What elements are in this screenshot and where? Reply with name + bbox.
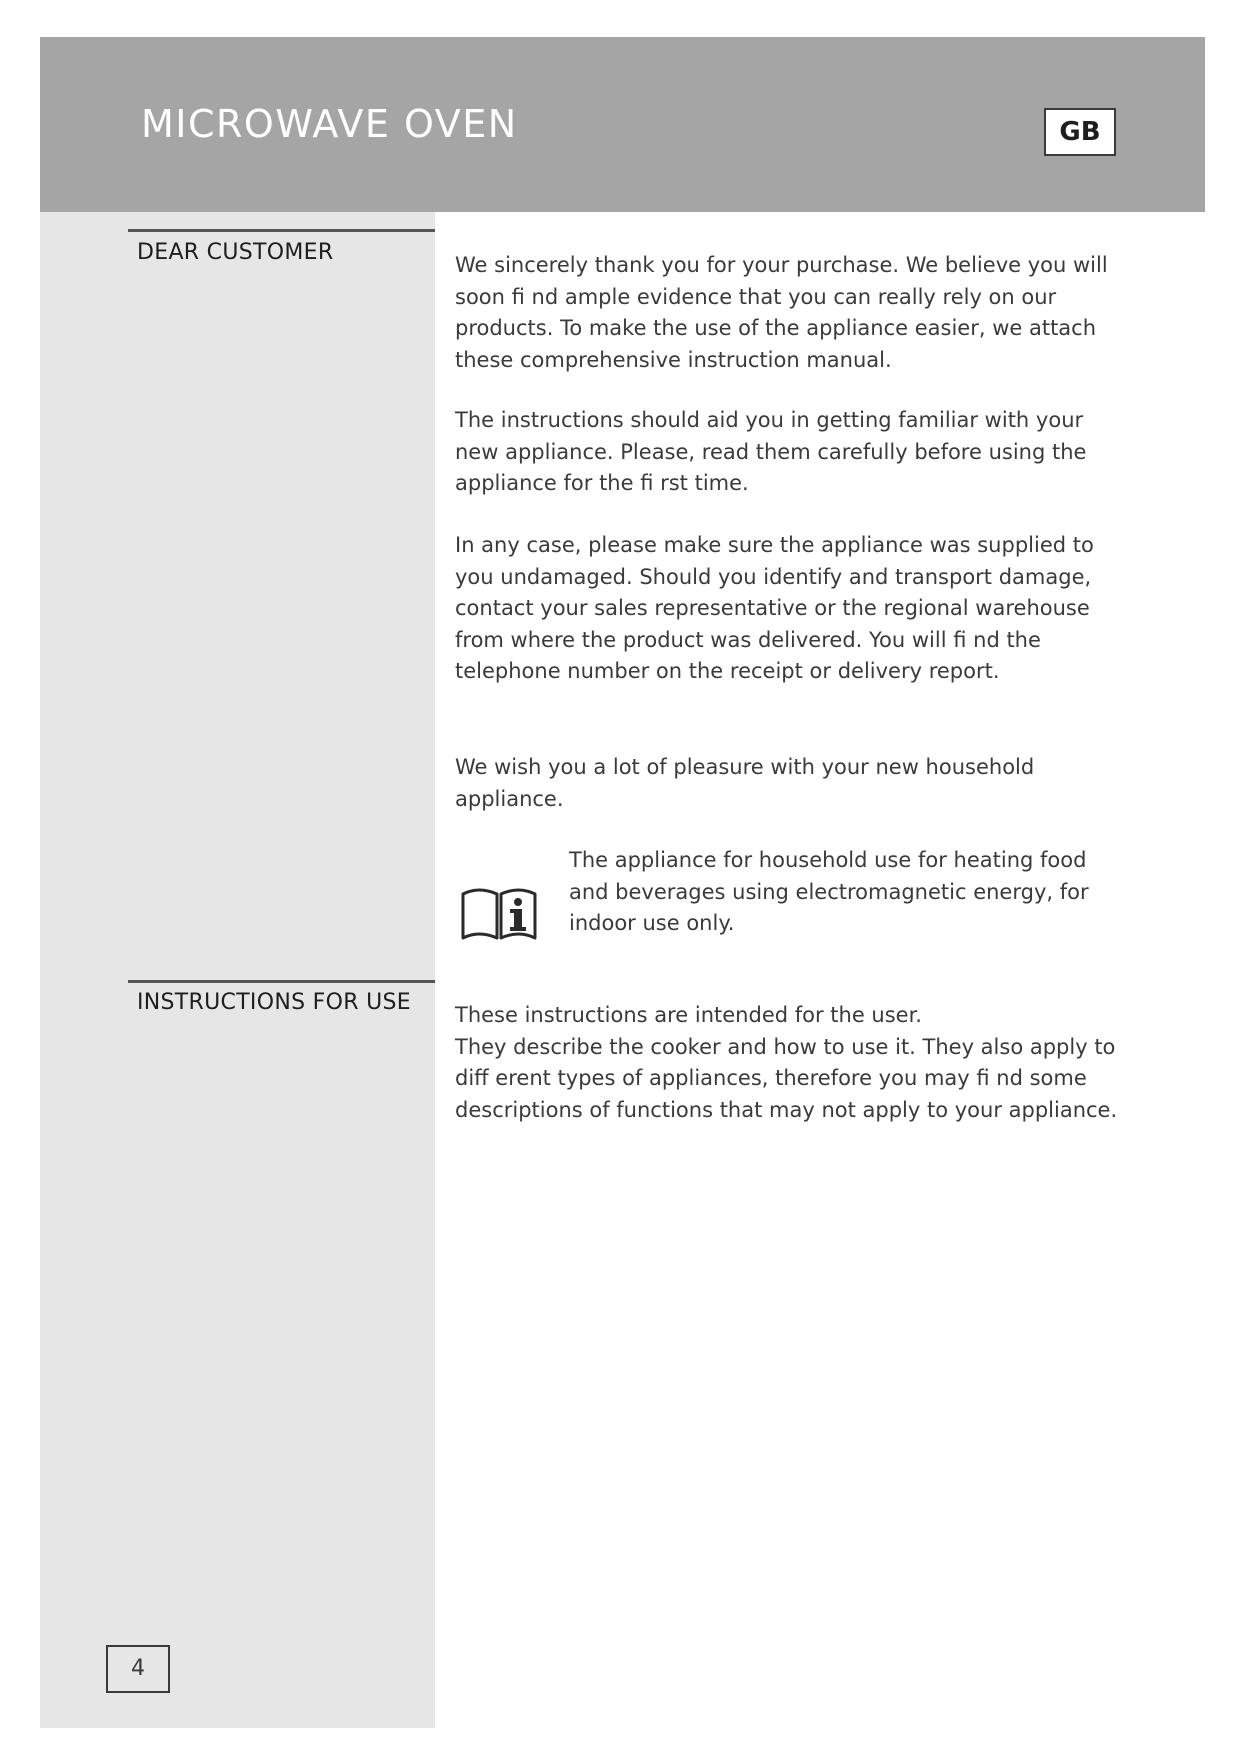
paragraph-instructions-aid: The instructions should aid you in getting familiar with your new appliance. Please, read them carefully before using the appliance for the fi rst time. <box>455 408 1087 495</box>
paragraph-damage-check: In any case, please make sure the appliance was supplied to you undamaged. Should you identify and transport damage, contact your sales representative or the regional warehouse from where the product was delivered. You will fi nd the telephone number on the receipt or delivery report. <box>455 533 1094 683</box>
section-heading-dear-customer: DEAR CUSTOMER <box>137 240 334 265</box>
language-badge: GB <box>1044 108 1116 156</box>
section-heading-instructions-for-use: INSTRUCTIONS FOR USE <box>137 990 411 1015</box>
document-title: MICROWAVE OVEN <box>141 102 518 146</box>
header-bar <box>40 37 1205 212</box>
section-divider <box>128 229 435 232</box>
left-sidebar <box>40 212 435 1728</box>
paragraph-thanks: We sincerely thank you for your purchase. We believe you will soon fi nd ample evidence that you can really rely on our products. To make the use of the appliance easier, we attach these comprehensive instruction manual. <box>455 253 1108 372</box>
paragraph-wish: We wish you a lot of pleasure with your new household appliance. <box>455 755 1035 811</box>
section-divider <box>128 980 435 983</box>
note-household-use: The appliance for household use for heating food and beverages using electromagnetic energy, for indoor use only. <box>569 848 1089 935</box>
info-manual-icon <box>459 882 539 944</box>
page-number: 4 <box>106 1645 170 1693</box>
paragraph-instructions-intended: These instructions are intended for the user. They describe the cooker and how to use it. They also apply to diff erent types of appliances, therefore you may fi nd some descriptions of functions that may not apply to your appliance. <box>455 1003 1118 1122</box>
